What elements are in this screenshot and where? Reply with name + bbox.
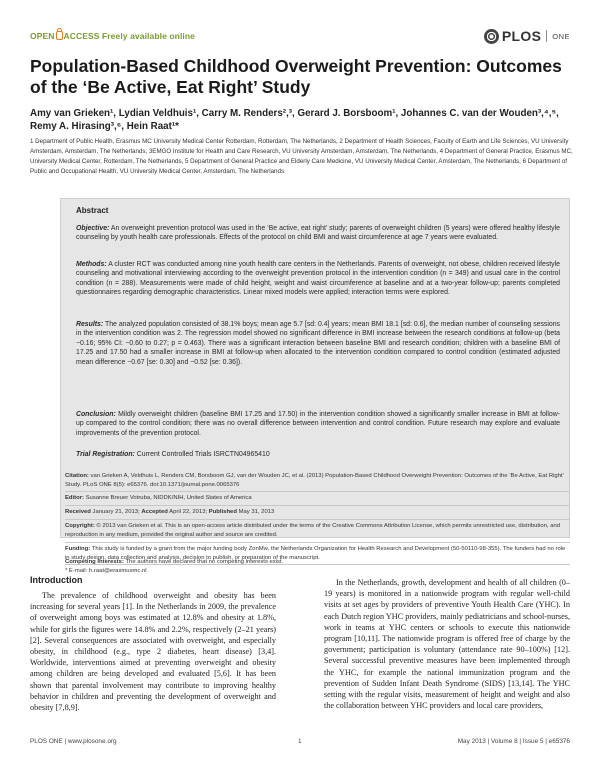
abstract-conclusion [76,410,560,438]
copyright-text: © 2013 van Grieken et al. This is an open-access article distributed under the terms of the Creative Commons Attribution License, which permits unrestricted use, distribution, and reproduction in any medium, provided the original author and source are credited. [65,523,561,538]
citation-label: Citation: [65,473,89,479]
introduction-heading: Introduction [30,575,83,585]
copyright [65,522,570,539]
citation [65,472,570,489]
journal-header [30,28,570,48]
abstract-trial [76,450,560,459]
divider [65,505,570,506]
divider [65,519,570,520]
page-footer [30,738,570,750]
methods-label: Methods: [76,261,107,268]
abstract-objective [76,224,560,243]
footer-journal: PLOS ONE | www.plosone.org [30,738,117,745]
plos-one-logo [484,28,570,44]
competing-label: Competing Interests: [65,559,124,565]
objective-label: Objective: [76,225,110,232]
logo-divider [546,30,547,42]
trial-text: Current Controlled Trials ISRCTN04965410 [134,451,270,458]
editor-text: Susanne Breuer Votruba, NIDDK/NIH, United States of America [83,495,252,501]
accepted-text: April 22, 2013; [167,509,209,515]
abstract-heading: Abstract [76,206,109,215]
plos-wordmark: PLOS [501,28,542,44]
funding-text: This study is funded by a grant from the major funding body ZonMw, the Netherlands Organization for Health Research and Development (50-50110-98-355). The funders had no role in study design, data collection and analysis, decision to publish, or preparation of the manuscript. [65,546,566,561]
competing-interests [65,558,570,567]
plos-logo-icon [484,29,499,44]
intro-left-paragraph: The prevalence of childhood overweight and obesity has been increasing for several years [1]. In the Netherlands in 2009, the prevalence of overweight among boys was estimated at 12.8% and obesity at 1.8%, while for girls the figures were 14.8% and 2.2%, respectively (2–21 years) [2]. Several consequences are associated with overweight, and especially obesity, in childhood (e.g., type 2 diabetes, heart disease) [3,4]. Worldwide, interventions aimed at preventing overweight and obesity among children are being developed and evaluated [5,6]. It has been shown that parental involvement may contribute to improving healthy behavior in children and preventing the development of overweight and obesity [7,8,9]. [30,591,276,713]
email-line: * E-mail: h.raat@erasmusmc.nl [65,568,147,574]
dates [65,508,570,517]
footer-issue: May 2013 | Volume 8 | Issue 5 | e65376 [457,738,570,745]
open-lock-icon [56,31,63,40]
results-text: The analyzed population consisted of 38.1% boys; mean age 5.7 [sd: 0.4] years; mean BMI 18.1 [sd: 0.6], the median number of counseling sessions in the intervention condition was 2. The regression model showed no significant difference in BMI increase between the research conditions at follow-up (beta −0.16; 95% CI: −0.60 to 0.27; p = 0.463). There was a significant interaction between baseline BMI and research condition; children with a baseline BMI of 17.25 and 17.50 had a smaller increase in BMI at follow-up when allocated to the intervention condition compared to control condition (estimated adjusted mean difference −0.67 [se: 0.30] and −0.52 [se: 0.36]). [76,321,560,366]
article-title: Population-Based Childhood Overweight Prevention: Outcomes of the ‘Be Active, Eat Right’ Study [30,56,562,97]
trial-label: Trial Registration: [76,451,135,458]
open-access-tail: ACCESS Freely available online [63,31,195,41]
results-label: Results: [76,321,104,328]
conclusion-text: Mildly overweight children (baseline BMI 17.25 and 17.50) in the intervention condition showed a significantly smaller increase in BMI at follow-up compared to the control condition; there was no overall difference between intervention and control condition. Future research may explore and evaluate improvements of the prevention protocol. [76,411,560,437]
affiliations: 1 Department of Public Health, Erasmus MC University Medical Center Rotterdam, Rotterdam, The Netherlands, 2 Department of Health Sciences, Faculty of Earth and Life Sciences, VU University Amsterdam, Amsterdam, The Netherlands, 3EMGO Institute for Health and Care Research, VU University Amsterdam, Amsterdam, The Netherlands, 4 Department of General Practice, Erasmus MC, University Medical Center, Rotterdam, The Netherlands, 5 Department of General Practice and Elderly Care Medicine, VU University Medical Center, Amsterdam, The Netherlands, 6 Department of Public and Occupational Health, VU University Medical Center, Amsterdam, The Netherlands [30,138,573,175]
abstract-methods [76,260,560,298]
accepted-label: Accepted [141,509,168,515]
page-number: 1 [298,738,302,745]
open-access-label: OPEN [30,31,55,41]
objective-text: An overweight prevention protocol was used in the ‘Be active, eat right’ study; parents of overweight children (5 years) were offered healthy lifestyle counseling by youth health care professionals. Effects of the protocol on child BMI and waist circumference at age 7 years were evaluated. [76,225,560,242]
editor-label: Editor: [65,495,84,501]
competing-text: The authors have declared that no competing interests exist. [123,559,284,565]
published-label: Published [208,509,237,515]
received-text: January 21, 2013; [90,509,142,515]
intro-right-paragraph: In the Netherlands, growth, development and health of all children (0–19 years) is monitored in a nationwide program with regular well-child visits at set ages by providers of preventive Youth Health Care (YHC). In each Dutch region YHC providers, mainly pediatricians and school-nurses, work in teams at YHC centers or schools to execute this nationwide program [10,11]. The nationwide program is offered free of charge by the government; participation is voluntary (attendance rate 90–100%) [12]. Several successful preventive measures have been implemented through the YHC, for example the national immunization program and the prevention of Sudden Infant Death Syndrome (SIDS) [13,14]. The YHC setting with the regular visits, measurement of height and weight and also the collaboration between YHC providers and local care providers, [324,578,570,711]
editor [65,494,570,503]
conclusion-label: Conclusion: [76,411,116,418]
received-label: Received [65,509,91,515]
citation-text: van Grieken A, Veldhuis L, Renders CM, Borsboom GJ, van der Wouden JC, et al. (2013) Population-Based Childhood Overweight Prevention: Outcomes of the ‘Be Active, Eat Right’ Study. PLoS ONE 8(5): e65376. doi:10.1371/journal.pone.0065376 [65,473,564,488]
open-access-badge [30,31,195,41]
published-text: May 31, 2013 [236,509,275,515]
copyright-label: Copyright: [65,523,95,529]
abstract-results [76,320,560,367]
divider [65,491,570,492]
author-list: Amy van Grieken¹, Lydian Veldhuis¹, Carry M. Renders²,³, Gerard J. Borsboom¹, Johannes C. van der Wouden³,⁴,⁵, Remy A. Hirasing³,⁶, Hein Raat¹* [30,108,559,132]
methods-text: A cluster RCT was conducted among nine youth health care centers in the Netherlands. Parents of overweight, not obese, children received lifestyle counseling and motivational interviewing according to the overweight prevention protocol in the intervention condition (n = 349) and usual care in the control condition (n = 288). Measurements were made of child height, weight and waist circumference at baseline and at a two-year follow-up; parents completed questionnaires regarding demographic characteristics. Linear mixed models were applied; interaction terms were explored. [76,261,560,297]
funding-label: Funding: [65,546,91,552]
one-wordmark: ONE [552,31,570,41]
divider [65,542,570,543]
